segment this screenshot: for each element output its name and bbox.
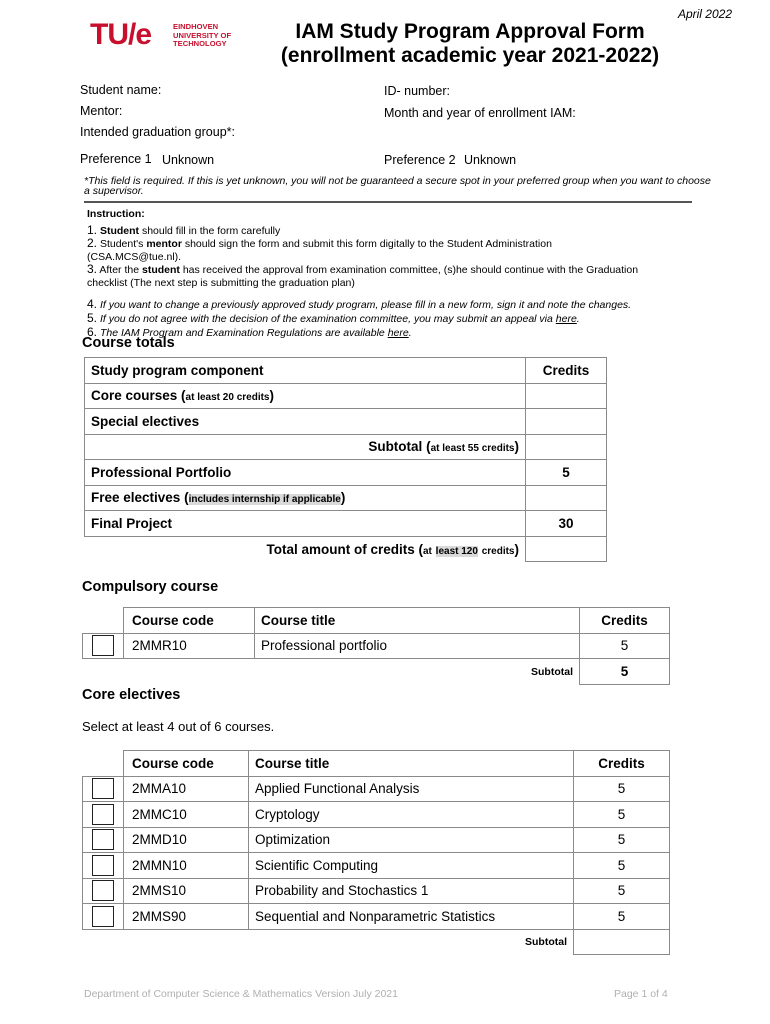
appeal-link[interactable]: here [555,313,577,325]
page-title: IAM Study Program Approval Form (enrollment academic year 2021-2022) [280,20,660,67]
preference-1-value[interactable]: Unknown [162,153,215,167]
subtotal-credits[interactable] [526,434,607,460]
table-header-row [83,751,670,777]
final-project-label: Final Project [85,511,526,537]
course-totals-heading: Course totals [82,335,175,351]
graduation-group-label: Intended graduation group*: [80,125,235,139]
col-credits-header: Credits [526,358,607,384]
table-row [83,633,670,659]
instruction-item-5: 5. If you do not agree with the decision of the examination committee, you may submit an appeal via here. [87,311,580,325]
id-number-field[interactable]: ID- number: [384,84,450,98]
student-name-field[interactable]: Student name: [80,83,162,97]
subtotal-value: 5 [580,659,670,685]
course-title: Applied Functional Analysis [249,776,574,802]
special-electives-label: Special electives [85,409,526,435]
table-row [85,536,607,562]
subtotal-value[interactable] [574,929,670,955]
course-credits: 5 [574,853,670,879]
course-title: Optimization [249,827,574,853]
course-credits: 5 [574,802,670,828]
course-code: 2MMA10 [124,776,249,802]
course-code: 2MMS90 [124,904,249,930]
instruction-item-1: 1. Student should fill in the form carefully [87,223,281,237]
table-row [85,383,607,409]
col-component-header: Study program component [85,358,526,384]
final-project-credits: 30 [526,511,607,537]
course-title: Probability and Stochastics 1 [249,878,574,904]
instruction-heading: Instruction: [87,208,145,220]
table-row [85,358,607,384]
core-electives-instruction: Select at least 4 out of 6 courses. [82,719,275,734]
portfolio-label: Professional Portfolio [85,460,526,486]
instruction-item-4: 4. If you want to change a previously approved study program, please fill in a new form, sign it and note the changes. [87,297,632,311]
course-checkbox[interactable] [92,778,114,799]
course-credits: 5 [580,633,670,659]
core-electives-table [82,750,670,955]
course-code: 2MMS10 [124,878,249,904]
enrollment-month-field[interactable]: Month and year of enrollment IAM: [384,106,576,120]
core-courses-credits[interactable] [526,383,607,409]
course-code: 2MMC10 [124,802,249,828]
free-electives-credits[interactable] [526,485,607,511]
special-electives-credits[interactable] [526,409,607,435]
regulations-link[interactable]: here [387,327,409,339]
course-title: Professional portfolio [255,633,580,659]
course-totals-table [84,357,607,562]
free-electives-label: Free electives (includes internship if applicable) [85,485,526,511]
table-row [83,853,670,879]
preference-2-value[interactable]: Unknown [464,153,517,167]
table-row [85,485,607,511]
table-row [85,434,607,460]
table-row [85,511,607,537]
col-title-header: Course title [255,608,580,634]
required-note: *This field is required. If this is yet unknown, you will not be guaranteed a secure spot in your preferred group when you want to choose a supervisor. [84,175,711,197]
compulsory-table [82,607,670,685]
subtotal-row [83,659,670,685]
preference-2-label: Preference 2 [384,153,456,167]
course-credits: 5 [574,878,670,904]
table-row [83,878,670,904]
table-row [85,409,607,435]
table-row [83,827,670,853]
col-code-header: Course code [124,751,249,777]
col-title-header: Course title [249,751,574,777]
core-electives-heading: Core electives [82,687,181,703]
course-checkbox[interactable] [92,829,114,850]
instruction-item-3: 3. After the student has received the approval from examination committee, (s)he should continue with the Graduation checklist (The next step is submitting the graduation plan) [87,262,639,289]
compulsory-heading: Compulsory course [82,579,219,595]
subtotal-label: Subtotal [525,936,567,948]
core-courses-label: Core courses (at least 20 credits) [85,383,526,409]
course-checkbox[interactable] [92,804,114,825]
course-credits: 5 [574,776,670,802]
col-credits-header: Credits [580,608,670,634]
preference-1-label: Preference 1 [80,152,152,166]
course-checkbox[interactable] [92,880,114,901]
course-credits: 5 [574,904,670,930]
table-row [83,904,670,930]
portfolio-credits: 5 [526,460,607,486]
total-credits-label: Total amount of credits (at least 120 credits) [266,541,519,557]
instruction-item-2: 2. Student's mentor should sign the form and submit this form digitally to the Student Administration (CSA.MCS@tue.nl). [87,236,552,263]
subtotal-row [83,929,670,955]
course-code: 2MMR10 [124,633,255,659]
logo-mark: TU/e [90,18,152,51]
course-checkbox[interactable] [92,855,114,876]
page-number: Page 1 of 4 [614,988,668,1000]
course-title: Cryptology [249,802,574,828]
document-date: April 2022 [677,7,732,21]
total-credits-value[interactable] [526,536,607,562]
table-row [83,776,670,802]
table-row [85,460,607,486]
course-title: Scientific Computing [249,853,574,879]
divider [84,201,692,203]
course-title: Sequential and Nonparametric Statistics [249,904,574,930]
course-checkbox[interactable] [92,635,114,656]
course-code: 2MMN10 [124,853,249,879]
table-row [83,802,670,828]
course-credits: 5 [574,827,670,853]
course-checkbox[interactable] [92,906,114,927]
col-credits-header: Credits [574,751,670,777]
course-code: 2MMD10 [124,827,249,853]
table-header-row [83,608,670,634]
subtotal-label: Subtotal [531,665,573,678]
col-code-header: Course code [124,608,255,634]
logo-text: EINDHOVEN UNIVERSITY OF TECHNOLOGY [173,22,232,49]
footer-left: Department of Computer Science & Mathematics Version July 2021 [84,988,398,1000]
instruction-item-6: 6. The IAM Program and Examination Regulations are available here. [87,325,412,339]
mentor-field[interactable]: Mentor: [80,104,123,118]
subtotal-label: Subtotal (at least 55 credits) [85,434,526,460]
